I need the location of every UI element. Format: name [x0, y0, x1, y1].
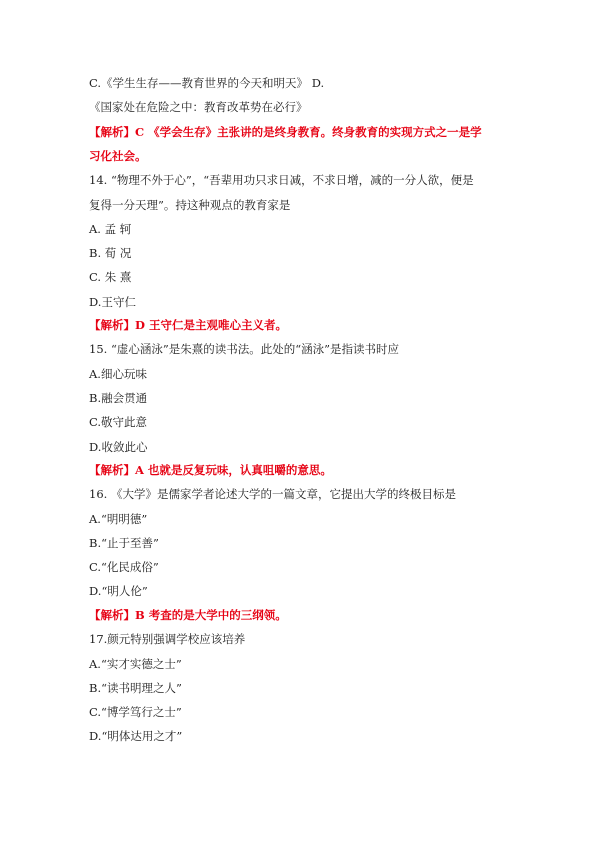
q16-option-d: D.“明人伦”	[89, 584, 148, 598]
q15-option-b: B.融会贯通	[89, 391, 148, 405]
q16-option-a: A.“明明德”	[89, 512, 148, 526]
q16-option-b: B.“止于至善”	[89, 536, 159, 550]
q15-stem: 15. “虚心涵泳”是朱熹的读书法。此处的“涵泳”是指读书时应	[89, 342, 399, 356]
q13-option-c-d: C.《学生生存——教育世界的今天和明天》 D.	[89, 76, 325, 90]
q13-analysis-line-2: 习化社会。	[89, 149, 147, 163]
q14-option-c: C. 朱 熹	[89, 270, 132, 284]
q15-option-d: D.收敛此心	[89, 440, 148, 454]
q14-analysis: 【解析】D 王守仁是主观唯心主义者。	[89, 318, 287, 332]
q16-stem: 16. 《大学》是儒家学者论述大学的一篇文章，它提出大学的终极目标是	[89, 487, 456, 501]
q13-option-d-continued: 《国家处在危险之中：教育改革势在必行》	[89, 100, 308, 114]
q14-option-d: D.王守仁	[89, 295, 136, 309]
q16-option-c: C.“化民成俗”	[89, 560, 159, 574]
q13-analysis-line-1: 【解析】C 《学会生存》主张讲的是终身教育。终身教育的实现方式之一是学	[89, 125, 482, 139]
q14-stem-line-2: 复得一分天理”。持这种观点的教育家是	[89, 198, 291, 212]
q17-option-b: B.“读书明理之人”	[89, 681, 182, 695]
q17-stem: 17.颜元特别强调学校应该培养	[89, 632, 246, 646]
q17-option-d: D.“明体达用之才”	[89, 729, 183, 743]
q16-analysis: 【解析】B 考查的是大学中的三纲领。	[89, 608, 287, 622]
q15-option-a: A.细心玩味	[89, 367, 147, 381]
q17-option-a: A.“实才实德之士”	[89, 657, 182, 671]
q14-option-a: A. 孟 轲	[89, 222, 132, 236]
q14-option-b: B. 荀 况	[89, 246, 132, 260]
q14-stem-line-1: 14. “物理不外于心”，“吾辈用功只求日减，不求日增，减的一分人欲，便是	[89, 173, 474, 187]
q15-analysis: 【解析】A 也就是反复玩味，认真咀嚼的意思。	[89, 463, 332, 477]
q17-option-c: C.“博学笃行之士”	[89, 705, 182, 719]
q15-option-c: C.敬守此意	[89, 415, 148, 429]
